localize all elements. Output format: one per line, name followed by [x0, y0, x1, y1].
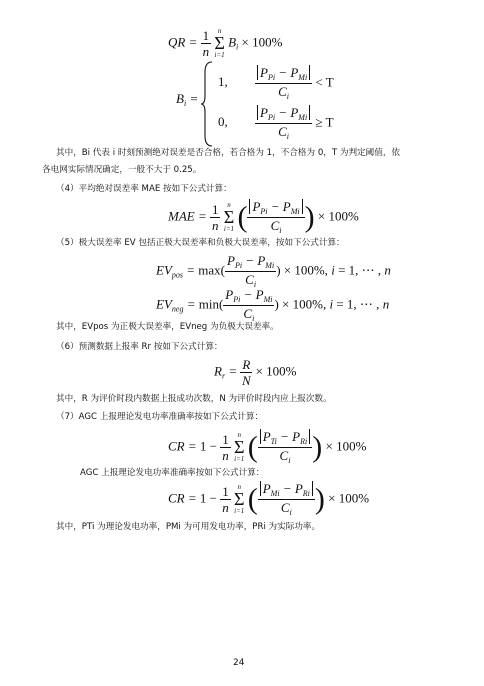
- formula-ev-pos: $EV_{pos} = \max$( $\frac{P_{Pi} - P_{Mi}}{C_i}$ ) × 100%, i = 1, ⋯ , n: [156, 253, 391, 289]
- formula-rr: $R_r$ = $\frac{R}{N}$ × 100%: [214, 357, 297, 388]
- formula-bi-case1: 1, $\frac{P_{Pi} - P_{Mi}}{C_i}$ < T: [218, 65, 334, 101]
- formula-cr-1: CR = 1 − $\frac{1}{n}$ n Σ i=1 ( $\frac{P_{Ti} - P_{Ri}}{C_i}$ ) × 100%: [168, 429, 367, 465]
- note-r: 其中，R 为评价时段内数据上报成功次数，N 为评价时段内应上报次数。: [56, 394, 332, 404]
- note-ev: 其中，EVpos 为正极大误差率，EVneg 为负极大误差率。: [56, 322, 279, 332]
- formula-qr: QR = $\frac{1}{n}$ n Σ i=1 $B_i \times 100\%$: [168, 27, 283, 60]
- item-7b-heading: AGC 上报理论发电功率准确率按如下公式计算：: [80, 468, 265, 478]
- note-p: 其中，PTi 为理论发电功率，PMi 为可用发电功率，PRi 为实际功率。: [56, 522, 321, 532]
- item-5-heading: （5）极大误差率 EV 包括正极大误差率和负极大误差率，按如下公式计算：: [56, 238, 345, 248]
- note-bi-cont: 各电网实际情况确定，一般不大于 0.25。: [42, 165, 202, 175]
- item-4-heading: （4）平均绝对误差率 MAE 按如下公式计算：: [56, 184, 232, 194]
- item-7-heading: （7）AGC 上报理论发电功率准确率按如下公式计算：: [56, 412, 264, 422]
- formula-bi-case2: 0, $\frac{P_{Pi} - P_{Mi}}{C_i}$ ≥ T: [218, 105, 334, 141]
- item-6-heading: （6）预测数据上报率 Rr 按如下公式计算：: [56, 342, 223, 352]
- page-number: 24: [233, 658, 245, 668]
- brace-icon: [200, 60, 214, 148]
- formula-ev-neg: $EV_{neg} = \min$( $\frac{P_{Pi} - P_{Mi}}{C_i}$ ) × 100%, i = 1, ⋯ , n: [156, 287, 390, 323]
- note-bi: 其中，Bi 代表 i 时刻预测绝对误差是否合格，若合格为 1，不合格为 0，T 为判定阈值，依: [56, 148, 401, 158]
- formula-cr-2: CR = 1 − $\frac{1}{n}$ n Σ i=1 ( $\frac{P_{Mi} - P_{Ri}}{C_i}$ ) × 100%: [168, 481, 370, 517]
- formula-mae: MAE = $\frac{1}{n}$ n Σ i=1 ( $\frac{P_{Pi} - P_{Mi}}{C_i}$ ) × 100%: [168, 199, 359, 235]
- formula-bi: $B_i$ =: [176, 91, 199, 108]
